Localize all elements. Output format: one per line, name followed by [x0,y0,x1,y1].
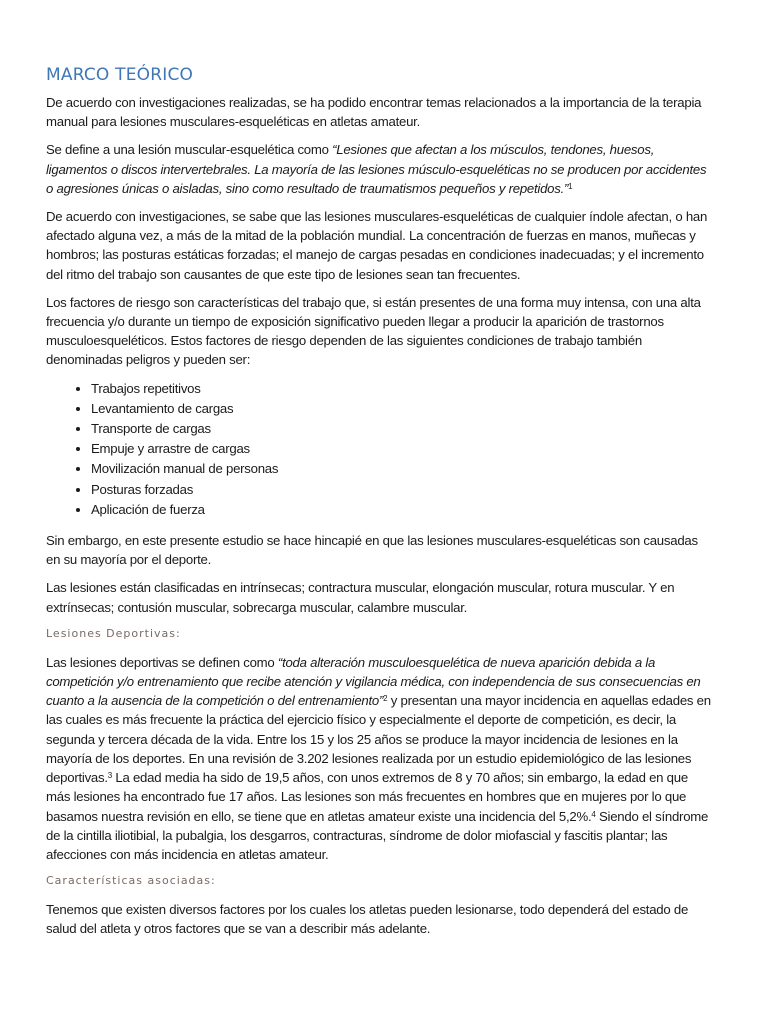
sport-injury-body-2: La edad media ha sido de 19,5 años, con unos extremos de 8 y 70 años; sin embargo, la edad en que más lesiones ha encontrado fue 17 años. Las lesiones son más frecuentes en hombres que en mujeres por lo que basamos nuestra revisión en ello, se tiene que en atletas amateur existe una incidencia del 5,2%. [46,770,688,824]
paragraph-sport-emphasis: Sin embargo, en este presente estudio se hace hincapié en que las lesiones musculares-esqueléticas son causadas en su mayoría por el deporte. [46,533,698,568]
paragraph-intro: De acuerdo con investigaciones realizadas, se ha podido encontrar temas relacionados a la importancia de la terapia manual para lesiones musculares-esqueléticas en atletas amateur. [46,95,702,130]
page-title: MARCO TEÓRICO [46,65,194,85]
paragraph-definition [46,140,714,198]
sport-injury-body-3: Siendo el síndrome de la cintilla iliotibial, la pubalgia, los desgarros, contracturas, síndrome de dolor miofascial y fascitis plantar; las afecciones con más incidencia en atletas amateur. [46,808,709,862]
sport-injury-intro: Las lesiones deportivas se definen como [46,654,278,670]
footnote-ref-1[interactable]: 1 [568,181,573,191]
subheading-associated-features: Características asociadas: [46,874,216,888]
list-item: • Movilización manual de personas [91,459,714,479]
footnote-ref-2[interactable]: 2 [383,694,388,704]
footnote-ref-4[interactable]: 4 [591,809,596,819]
list-item: • Posturas forzadas [91,480,714,500]
paragraph-risk-factors: Los factores de riesgo son características del trabajo que, si están presentes de una forma muy intensa, con una alta frecuencia y/o durante un tiempo de exposición significativo pueden llegar a producir la aparición de trastornos musculoesqueléticos. Estos factores de riesgo dependen de las siguientes condiciones de trabajo también denominadas peligros y pueden ser: [46,294,701,368]
paragraph-prevalence: De acuerdo con investigaciones, se sabe que las lesiones musculares-esqueléticas de cualquier índole afectan, o han afectado alguna vez, a más de la mitad de la población mundial. La concentración de fuerzas en manos, muñecas y hombros; las posturas estáticas forzadas; el manejo de cargas pesadas en condiciones inadecuadas; y el incremento del ritmo del trabajo son causantes de que este tipo de lesiones sean tan frecuentes. [46,209,708,282]
list-item: • Transporte de cargas [91,419,714,439]
list-item: • Aplicación de fuerza [91,500,714,520]
paragraph-classification: Las lesiones están clasificadas en intrínsecas; contractura muscular, elongación muscular, rotura muscular. Y en extrínsecas; contusión muscular, sobrecarga muscular, calambre muscular. [46,580,675,615]
list-item: • Levantamiento de cargas [91,399,714,419]
sport-injury-body: y presentan una mayor incidencia en aquellas edades en las cuales es más frecuente la práctica del ejercicio físico y especialmente el deporte de competición, es decir, la segunda y tercera década de la vida. Entre los 15 y los 25 años se produce la mayor incidencia de lesiones en la mayoría de los deportes. En una revisión de 3.202 lesiones realizada por un estudio epidemiológico de las lesiones deportivas. [46,693,711,786]
sport-injury-quote: “toda alteración musculoesquelética de nueva aparición debida a la competición y/o entrenamiento que recibe atención y vigilancia médica, con independencia de sus consecuencias en cuanto a la ausencia de la competición o del entrenamiento” [46,654,701,709]
risk-factor-list [46,379,714,520]
paragraph-sport-injuries [46,653,714,864]
subheading-sport-injuries: Lesiones Deportivas: [46,626,181,640]
footnote-ref-3[interactable]: 3 [107,771,112,781]
paragraph-associated-features: Tenemos que existen diversos factores por los cuales los atletas pueden lesionarse, todo dependerá del estado de salud del atleta y otros factores que se van a describir más adelante. [46,902,689,937]
definition-quote: “Lesiones que afectan a los músculos, tendones, huesos, ligamentos o discos intervertebrales. La mayoría de las lesiones músculo-esqueléticas no se producen por accidentes o agresiones únicas o aisladas, sino como resultado de traumatismos pequeños y repetidos.” [46,142,707,196]
list-item: • Trabajos repetitivos [91,379,714,399]
list-item: • Empuje y arrastre de cargas [91,439,714,459]
definition-intro: Se define a una lesión muscular-esquelética como [46,142,333,158]
